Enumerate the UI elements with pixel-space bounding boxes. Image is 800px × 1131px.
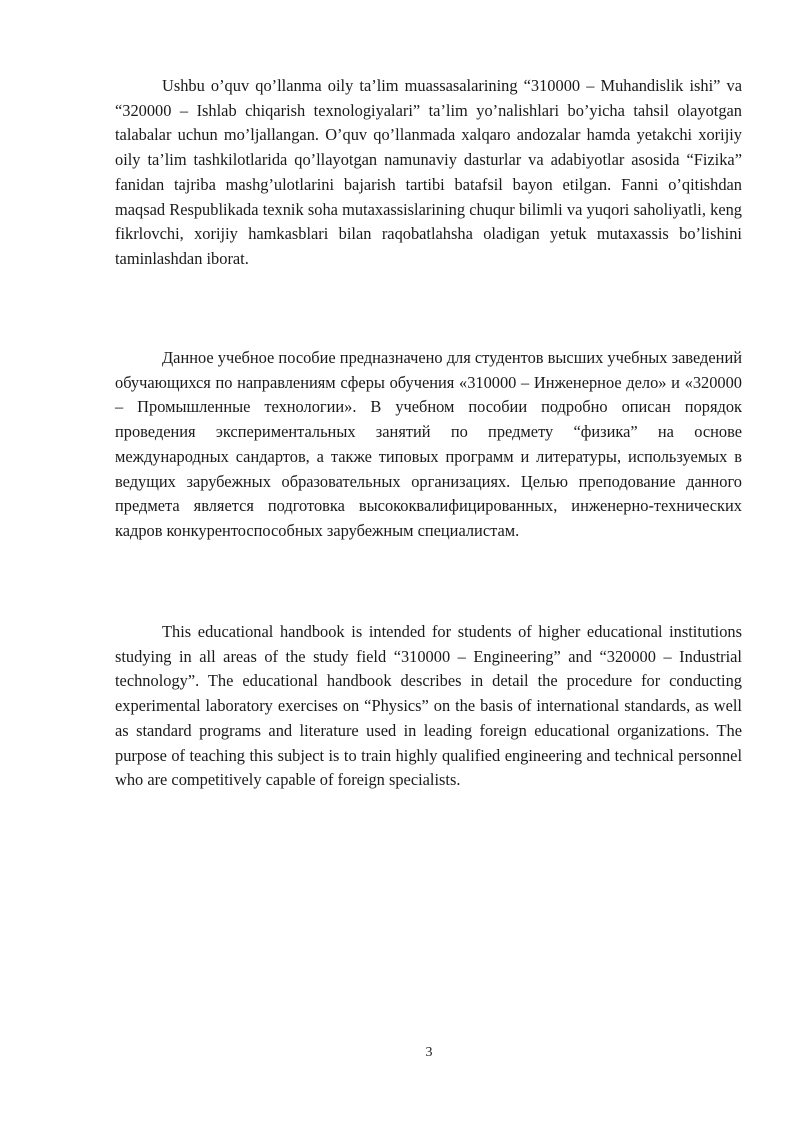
annotation-paragraph-russian: Данное учебное пособие предназначено для студентов высших учебных заведений обучающихся по направлениям сферы обучения «310000 – Инженерное дело» и «320000 – Промышленные технологии». В учебном пособии подробно описан порядок проведения экспериментальных занятий по предмету “физика” на основе международных сандартов, а также типовых программ и литературы, используемых в ведущих зарубежных образовательных организациях. Целью преподование данного предмета является подготовка высококвалифицированных, инженерно-технических кадров конкурентоспособных зарубежным специалистам. (115, 348, 742, 540)
annotation-paragraph-english: This educational handbook is intended for students of higher educational institutions studying in all areas of the study field “310000 – Engineering” and “320000 – Industrial technology”. The educational handbook describes in detail the procedure for conducting experimental laboratory exercises on “Physics” on the basis of international standards, as well as standard programs and literature used in leading foreign educational organizations. The purpose of teaching this subject is to train highly qualified engineering and technical personnel who are competitively capable of foreign specialists. (115, 622, 742, 790)
page-number: 3 (425, 1045, 433, 1060)
annotation-paragraph-uzbek: Ushbu o’quv qo’llanma oily ta’lim muassasalarining “310000 – Muhandislik ishi” va “320000 – Ishlab chiqarish texnologiyalari” ta’lim yo’nalishlari bo’yicha tahsil olayotgan talabalar uchun mo’ljallangan. O’quv qo’llanmada xalqaro andozalar hamda yetakchi xorijiy oily ta’lim tashkilotlarida qo’llayotgan namunaviy dasturlar va adabiyotlar asosida “Fizika” fanidan tajriba mashg’ulotlarini bajarish tartibi batafsil bayon etilgan. Fanni o’qitishdan maqsad Respublikada texnik soha mutaxassislarining chuqur bilimli va yuqori saholiyatli, keng fikrlovchi, xorijiy hamkasblari bilan raqobatlahsha oladigan yetuk mutaxassis bo’lishini taminlashdan iborat. (115, 76, 742, 268)
